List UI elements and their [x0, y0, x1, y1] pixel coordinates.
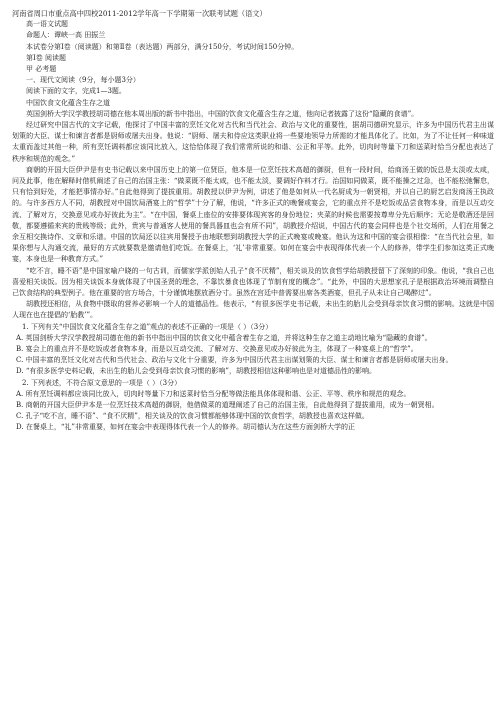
question-option: D. 在餐桌上，“礼”非常重要，如何在宴会中表现得体代表一个人的修养。胡司德认为在这些方面剑桥大学的正 [16, 423, 355, 432]
question-option: C. 孔子“吃不言，睡不语”、“食不厌精”，相关谈及的饮食习惯都能够体现中国的饮食哲学，胡教授也喜欢这样做。 [16, 412, 369, 421]
question-stem: 2. 下列表述，不符合原文意思的一项是（ ）（3分） [22, 378, 182, 387]
subject-line: 高一语文试题 [26, 20, 68, 29]
paragraph: 英国剑桥大学汉学教授胡司德在他本周出版的新书中指出，中国的饮食文化蕴含生存之道，他向记者披露了这份“隐藏的食谱”。 [26, 109, 419, 118]
question-option: A. 英国剑桥大学汉学教授胡司德在他的新书中指出中国的饮食文化中蕴含着生存之道，并将这种生存之道主动地比喻为“隐藏的食谱”。 [16, 333, 432, 342]
section-1-heading: 一、现代文阅读（9分，每小题3分） [26, 76, 140, 85]
question-option: B. 宴会上的重点并不是吃饭或者食物本身，而是以互动交流、了解对方、交换意见或办好彼此为主，体现了一种宴桌上的“哲学”。 [16, 344, 418, 353]
question-option: A. 所有烹饪调料都应该同比放入，切肉时等量下刀和送菜时恰当分配等做法能具体体现和谐、公正、平等、秩序和规范的观念。 [16, 389, 411, 398]
question-option: D. “有很多医学史料记载，未出生的胎儿会受到母亲饮食习惯的影响”，胡教授相信这种影响也是对道德品性的影响。 [16, 367, 376, 376]
question-stem: 1. 下列有关“中国饮食文化蕴含生存之道”观点的表述不正确的一项是（ ）（3分） [22, 322, 273, 331]
task-line: 阅读下面的文字，完成1—3题。 [26, 87, 126, 96]
authors-line: 命题人：谭峡一高 田振兰 [26, 31, 106, 40]
question-option: B. 商朝的开国大臣伊尹本是一位烹饪技术高超的御厨，他借做菜的道理阐述了自己的治国主张，自此他得到了提拔重用，成为一朝贤相。 [16, 400, 439, 409]
volume-heading: 第Ⅰ卷 阅读题 [26, 53, 66, 62]
article-title: 中国饮食文化蕴含生存之道 [26, 98, 110, 107]
document-title-line: 河南省周口市重点高中四校2011-2012学年高一下学期第一次联考试题（语文） [12, 9, 267, 18]
instructions-line: 本试卷分第Ⅰ卷（阅读题）和第Ⅱ卷（表达题）两部分，满分150分，考试时间150分钟。 [26, 42, 299, 51]
paragraph: “吃不言，睡不语”是中国家喻户晓的一句古训，而儒家学派创始人孔子“食不厌精”，相关谈及的饮食哲学给胡教授留下了深刻的印象。他说，“我自己也喜爱相关谈饭。因为相关谈饭本身就体现了中国圣贤的理念，不靠饮暴食也体现了节制有度的概念”。“此外，中国的大思想家孔子是根据政治环境而调整自己饮食结构的典型例子。他在重要的官方场合，十分谨慎地摆放酒分寸。虽然在宫廷中普需要出席各类酒宴，但孔子从未让自己喝醉过”。 [12, 266, 494, 297]
paragraph: 商朝的开国大臣伊尹是有史书记载以来中国历史上的第一位贤臣，他本是一位烹饪技术高超的御厨，但有一段时间，给商汤王做的饭总是太淡或太咸，问及此事，他在解释时借机阐述了自己的治国主张：“做菜既不能太咸，也不能太淡，要调好作料才行。治国如同做菜，既不能操之过急，也不能松弛懈怠，只有恰到好处，才能把事情办好。”自此他得到了提拔重用。胡教授以伊尹为例，讲述了他是如何从一代名厨成为一朝贤相，并以自己的厨艺启发商汤王执政的。与许多西方人不同，胡教授对中国饮局酒宴上的“哲学”十分了解，他说，“许多正式的晚餐或宴会，它的重点并不是吃饭或品尝食物本身，而是以互动交流、了解对方，交换意见或办好彼此为主”。“在中国，餐桌上座位的安排要体现宾客的身份地位；夹菜的时候也需要按尊卑分先后顺序；无论是敬酒还是回敬，都要遵循来宾的贵贱等级；此外，贵宾与普通客人使用的餐具器皿也会有所不同”，胡教授介绍说，中国古代的宴会同样也是个社交场所，人们在用餐之余互相交换诗作、文章和乐谱。中国的饮局还以往宾用餐授予由地联想到胡教授大学的正式晚宴或晚宴。他认为这和中国的宴会很相像：“在当代社会里，如果你想与人沟通交流，最好的方式就要数是邀请他们吃饭。在餐桌上，‘礼’非常重要。如何在宴会中表现得体代表一个人的修养，带学生们参加这类正式晚宴，本身也是一种教育方式。” [12, 165, 494, 264]
question-option: C. 中国丰富的烹饪文化对古代和当代社会、政治与文化十分重要，许多为中国历代君主出谋划策的大臣、谋士和谏言者都是厨师或屠夫出身。 [16, 356, 453, 365]
paragraph: 经过研究中国古代的文字记载，他探讨了中国丰富的烹饪文化对古代和当代社会、政治与文化的重要性，据胡司德研究显示，许多为中国历代君主出谋划策的大臣、谋士和谏言者都是厨师或屠夫出身。他说：“厨师、屠夫和侍应这类职业将一些要地领导力所需的才能具体化了。比如，为了不让任何一种味道太重而盖过其他一种，所有烹饪调料都应该同比放入，这恰恰体现了我们常常所说的和谐、公正和平等。此外，切肉时等量下刀和送菜时恰当分配也表达了秩序和规范的观念。” [12, 120, 494, 163]
section-a-heading: 甲 必考题 [26, 64, 57, 73]
paragraph: 胡教授还相信，从食物中摄取的营养必影响一个人的道德品性。他表示，“有很多医学史书记载，未出生的胎儿会受到母亲饮食习惯的影响。这就是中国人现在也在提倡的‘胎教’”。 [12, 300, 494, 320]
